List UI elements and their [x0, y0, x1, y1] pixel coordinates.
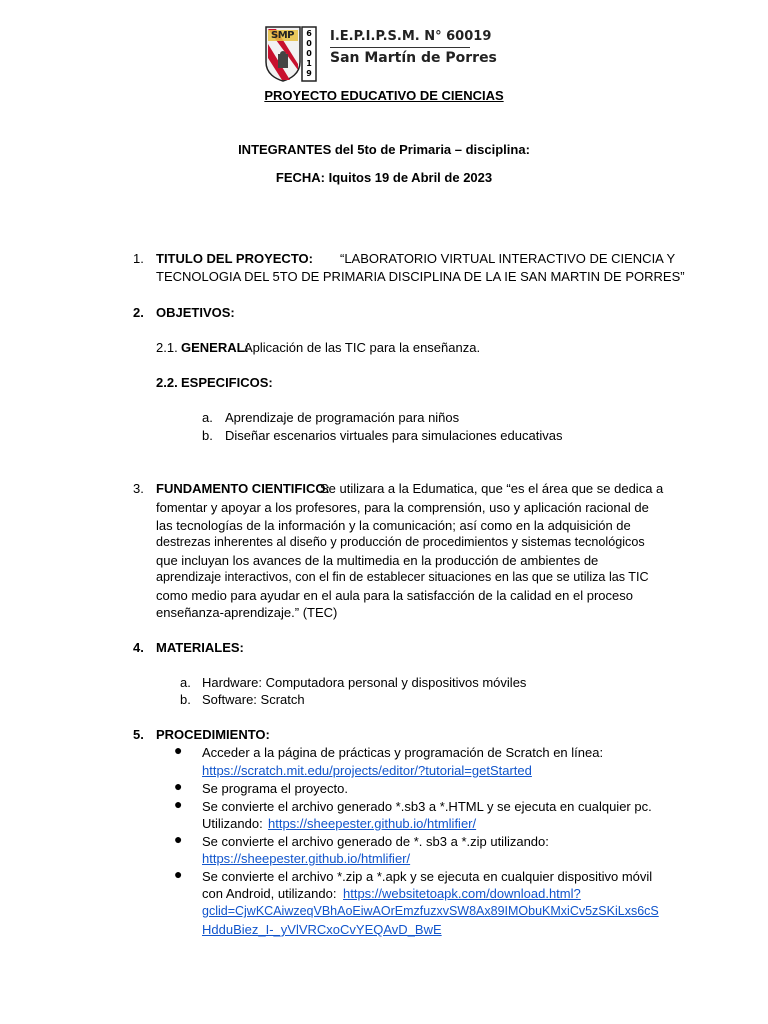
subsection-number: 2.2. [156, 375, 178, 390]
websitetoapk-link[interactable]: gclid=CjwKCAiwzeqVBhAoEiwAOrEmzfuzxvSW8Ax89IMObuKMxiCv5zSKiLxs6cS [202, 904, 659, 918]
paragraph-line: aprendizaje interactivos, con el fin de establecer situaciones en las que se utiliza las TIC [156, 570, 649, 584]
list-item: Aprendizaje de programación para niños [225, 410, 460, 425]
procedure-step: Se convierte el archivo *.zip a *.apk y se ejecuta en cualquier dispositivo móvil [202, 869, 653, 884]
list-item: Software: Scratch [202, 692, 305, 707]
section-label: TITULO DEL PROYECTO: [156, 251, 313, 266]
section-number: 4. [133, 640, 144, 655]
subsection-label: ESPECIFICOS: [181, 375, 273, 390]
emblem-digit: 9 [306, 69, 312, 78]
document-title: PROYECTO EDUCATIVO DE CIENCIAS [264, 88, 504, 103]
websitetoapk-link[interactable]: HdduBiez_I-_yVlVRCxoCvYEQAvD_BwE [202, 922, 442, 937]
subsection-number: 2.1. [156, 340, 178, 355]
bullet-icon: ● [174, 866, 183, 882]
section-number: 2. [133, 305, 144, 320]
section-label: MATERIALES: [156, 640, 244, 655]
members-line: INTEGRANTES del 5to de Primaria – disciplina: [238, 142, 530, 157]
scratch-link[interactable]: https://scratch.mit.edu/projects/editor/?tutorial=getStarted [202, 763, 532, 778]
paragraph-line: fomentar y apoyar a los profesores, para la comprensión, uso y aplicación racional de [156, 500, 649, 515]
subsection-label: GENERAL: [181, 340, 249, 355]
procedure-step: Utilizando: [202, 816, 263, 831]
emblem-letters: SMP [271, 30, 294, 41]
section-number: 3. [133, 481, 144, 496]
paragraph-line: las tecnologías de la información y la comunicación; así como en la adquisición de [156, 517, 631, 533]
logo-divider [330, 47, 470, 48]
procedure-step: con Android, utilizando: [202, 886, 337, 901]
list-marker: a. [180, 675, 191, 690]
section-label: PROCEDIMIENTO: [156, 727, 270, 742]
bullet-icon: ● [174, 796, 183, 812]
paragraph-line: Se utilizara a la Edumatica, que “es el área que se dedica a [320, 481, 664, 496]
list-item: Diseñar escenarios virtuales para simulaciones educativas [225, 428, 563, 443]
websitetoapk-link[interactable]: https://websitetoapk.com/download.html? [343, 886, 581, 901]
emblem-digit: 1 [306, 59, 312, 68]
date-line: FECHA: Iquitos 19 de Abril de 2023 [275, 170, 493, 185]
project-title-line: “LABORATORIO VIRTUAL INTERACTIVO DE CIENCIA Y [340, 251, 676, 266]
school-name: San Martín de Porres [330, 50, 497, 66]
emblem-digit: 0 [306, 49, 312, 58]
list-marker: b. [202, 428, 213, 443]
section-number: 1. [133, 251, 144, 266]
bullet-icon: ● [174, 778, 183, 794]
section-label: FUNDAMENTO CIENTIFICO: [156, 481, 330, 496]
paragraph-line: que incluyan los avances de la multimedia en la producción de ambientes de [156, 552, 599, 568]
paragraph-line: como medio para ayudar en el aula para la satisfacción de la calidad en el proceso [156, 587, 633, 603]
project-title-line: TECNOLOGIA DEL 5TO DE PRIMARIA DISCIPLINA DE LA IE SAN MARTIN DE PORRES” [156, 269, 685, 284]
emblem-digit: 0 [306, 39, 312, 48]
school-code: I.E.P.I.P.S.M. N° 60019 [330, 29, 492, 44]
procedure-step: Se programa el proyecto. [202, 781, 348, 796]
section-label: OBJETIVOS: [156, 305, 235, 320]
htmlifier-link[interactable]: https://sheepester.github.io/htmlifier/ [268, 816, 477, 831]
procedure-step: Acceder a la página de prácticas y programación de Scratch en línea: [202, 745, 604, 760]
paragraph-line: enseñanza-aprendizaje.” (TEC) [156, 605, 338, 620]
list-marker: b. [180, 692, 191, 707]
bullet-icon: ● [174, 742, 183, 758]
school-logo [264, 24, 497, 82]
list-marker: a. [202, 410, 213, 425]
paragraph-line: destrezas inherentes al diseño y producción de procedimientos y sistemas tecnológicos [156, 535, 645, 549]
procedure-step: Se convierte el archivo generado *.sb3 a *.HTML y se ejecuta en cualquier pc. [202, 799, 652, 814]
emblem-digits [304, 29, 314, 79]
htmlifier-link[interactable]: https://sheepester.github.io/htmlifier/ [202, 851, 411, 866]
bullet-icon: ● [174, 831, 183, 847]
section-number: 5. [133, 727, 144, 742]
procedure-step: Se convierte el archivo generado de *. sb3 a *.zip utilizando: [202, 834, 549, 849]
emblem-digit: 6 [306, 29, 312, 38]
general-objective: Aplicación de las TIC para la enseñanza. [244, 340, 481, 355]
paragraph-body [156, 499, 657, 622]
list-item: Hardware: Computadora personal y dispositivos móviles [202, 675, 527, 690]
